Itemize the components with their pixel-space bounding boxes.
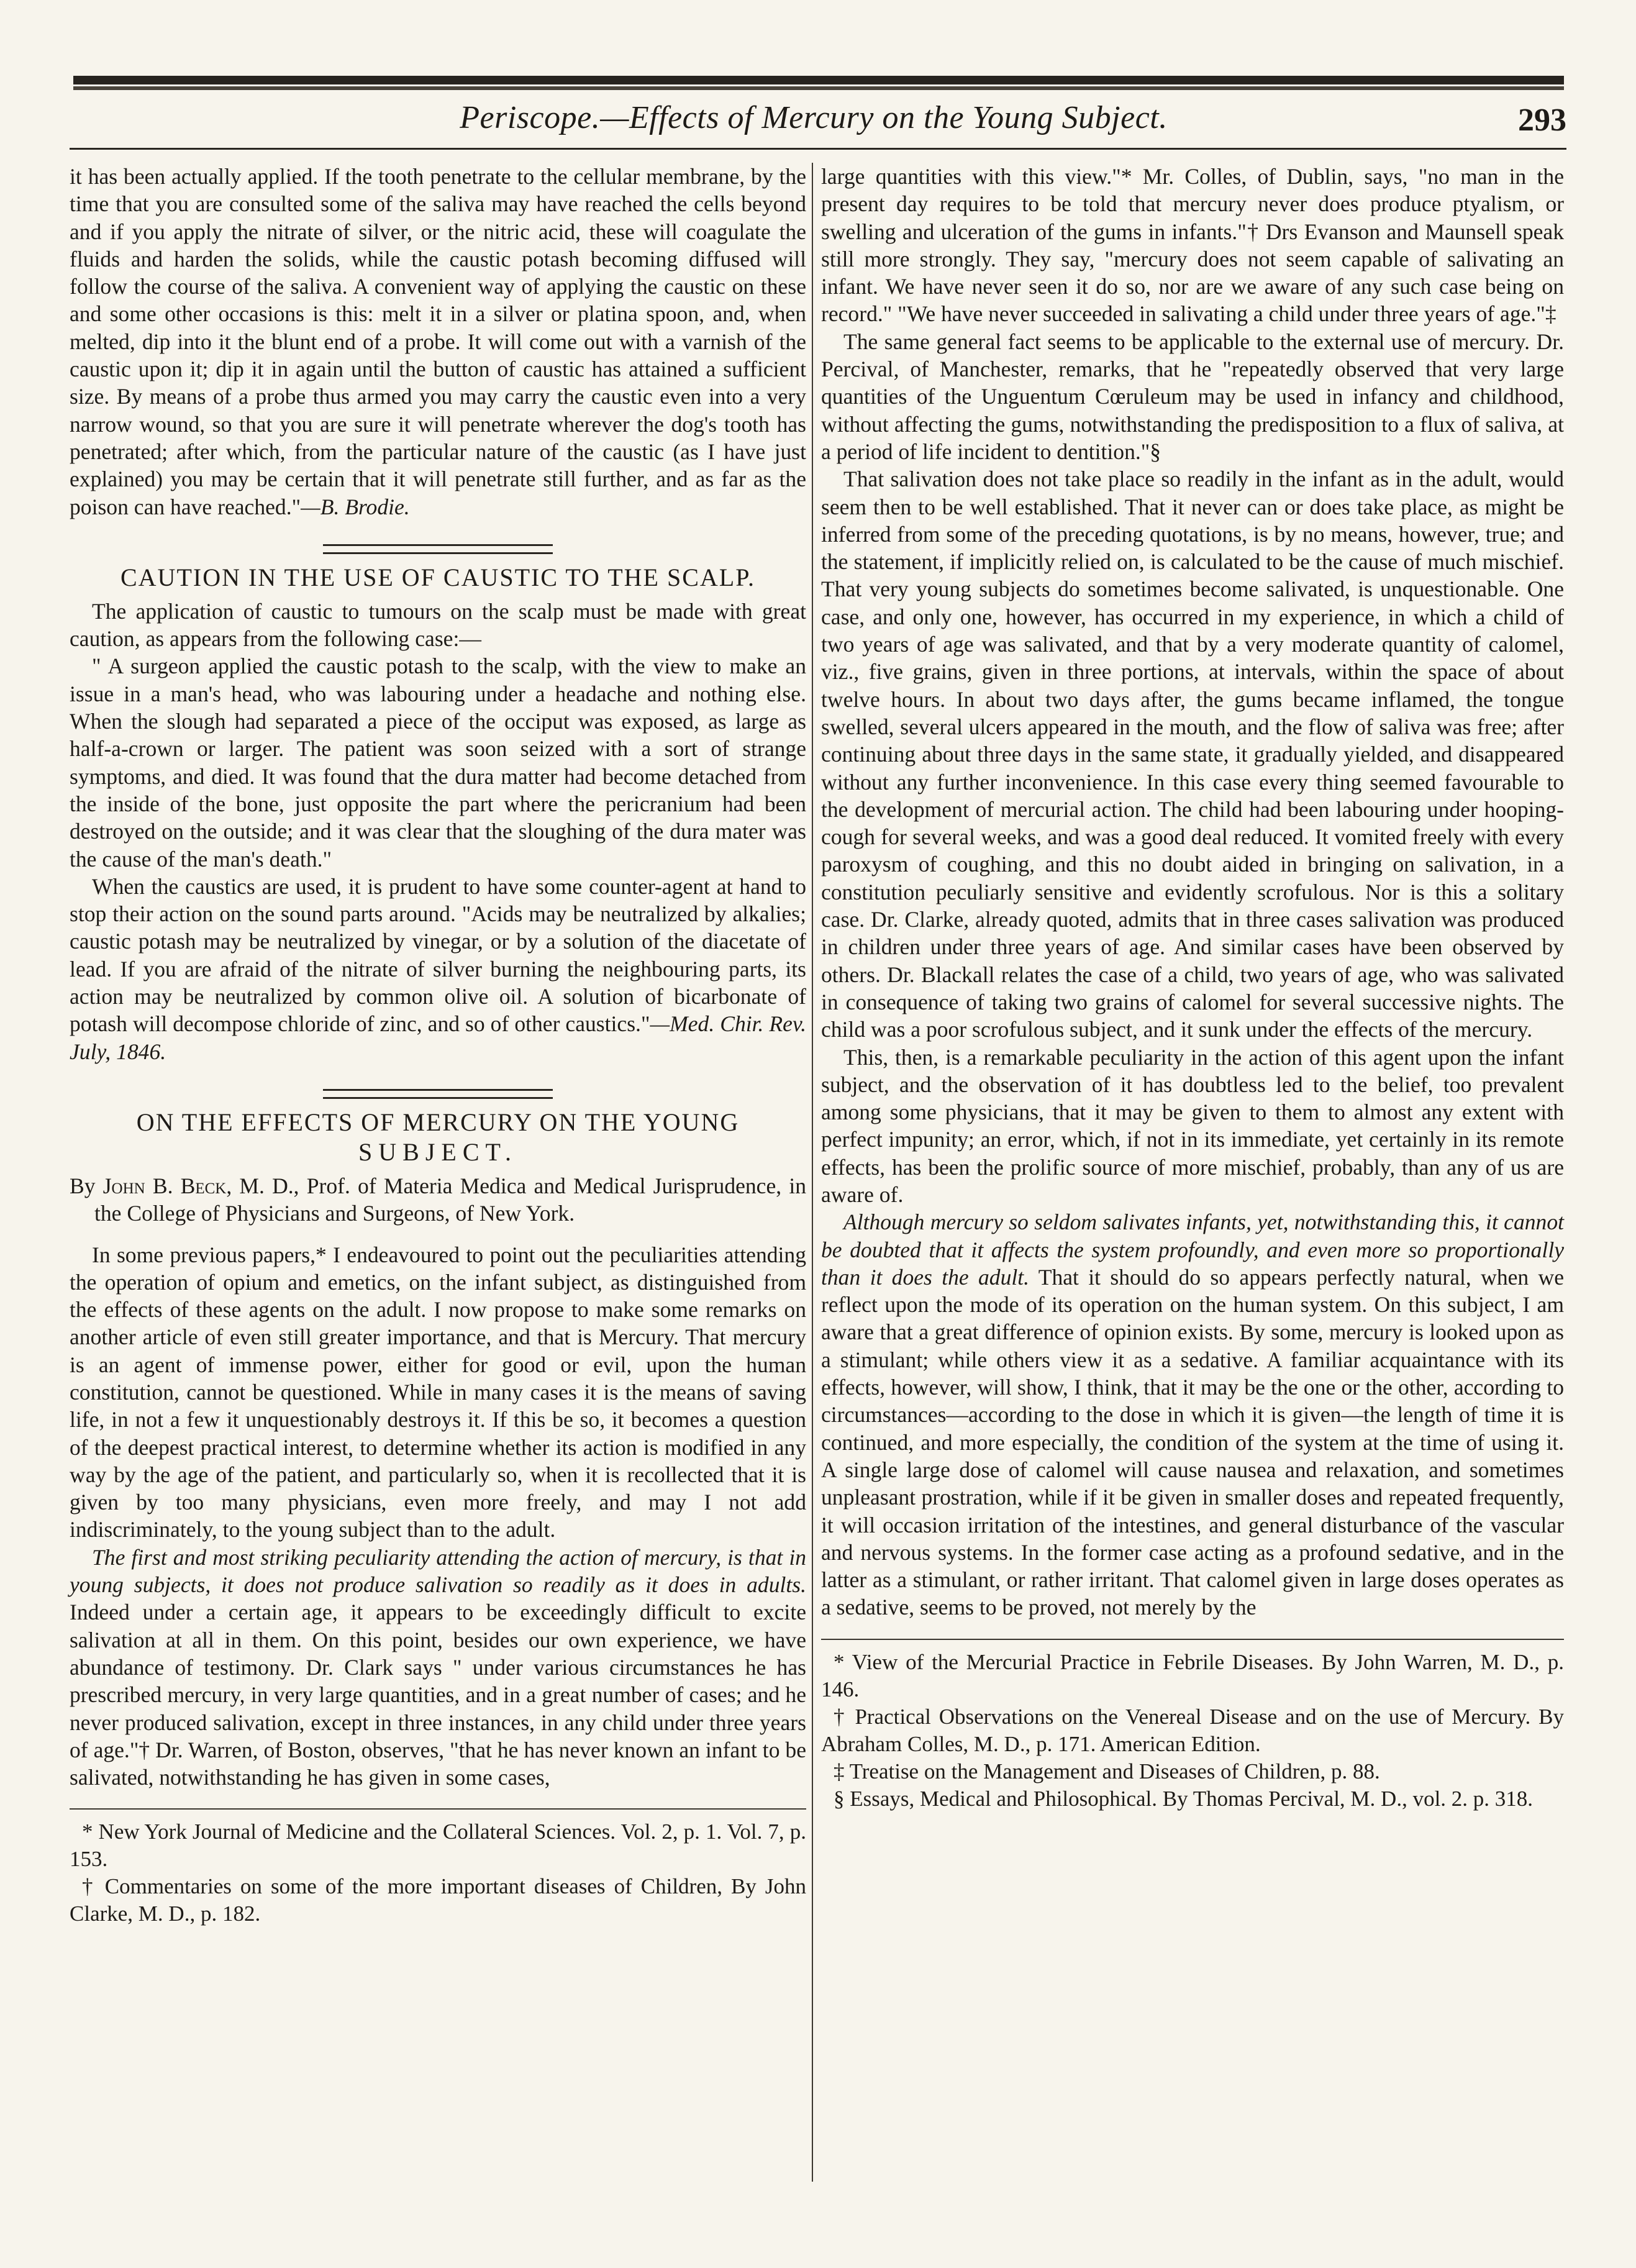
caution-paragraph-3-text: When the caustics are used, it is prudent to have some counter-agent at hand to stop their action on the sound parts around. "Acids may be neutralized by alkalies; caustic potash may be neutralized by vinegar, or by a solution of the diacetate of lead. If you are afraid of the nitrate of silver burning the neighbouring parts, its action may be neutralized by common olive oil. A solution of bicarbonate of potash will decompose chloride of zinc, and so of other caustics." bbox=[70, 873, 806, 1037]
intro-attribution: —B. Brodie. bbox=[301, 494, 410, 519]
caution-attribution: —Med. Chir. Rev. July, 1846. bbox=[70, 1011, 806, 1064]
mercury-paragraph-2 bbox=[70, 1544, 806, 1792]
mercury-paragraph-1: In some previous papers,* I endeavoured to point out the peculiarities attending the operation of opium and emetics, on the infant subject, as distinguished from the effects of these agents on the adult. I now propose to make some remarks on another article of even still greater importance, and that is Mercury. That mercury is an agent of immense power, either for good or evil, upon the human constitution, cannot be questioned. While in many cases it is the means of saving life, in not a few it unquestionably destroys it. If this be so, it becomes a question of the deepest practical interest, to determine whether its action is modified in any way by the age of the patient, and particularly so, when it is recollected that it is given by too many physicians, even more freely, and may I not add indiscriminately, to the young subject than to the adult. bbox=[70, 1242, 806, 1542]
section-divider bbox=[323, 544, 553, 554]
mercury-title-line-1: ON THE EFFECTS OF MERCURY ON THE YOUNG bbox=[136, 1108, 740, 1136]
page-number: 293 bbox=[1518, 102, 1566, 138]
mercury-section-title bbox=[70, 1108, 806, 1167]
right-paragraph-5 bbox=[821, 1208, 1564, 1621]
section-divider bbox=[323, 1089, 553, 1099]
caution-paragraph-2: " A surgeon applied the caustic potash to the scalp, with the view to make an issue in a man's head, who was labouring under a headache and nothing else. When the slough had separated a piece of the occiput was exposed, as large as half-a-crown or larger. The patient was soon seized with a sort of strange symptoms, and died. It was found that the dura matter had become detached from the inside of the bone, just opposite the part where the pericranium had been destroyed on the outside; and it was clear that the sloughing of the dura mater was the cause of the man's death." bbox=[70, 654, 806, 872]
footnote-rule bbox=[821, 1639, 1564, 1640]
right-paragraph-3: That salivation does not take place so readily in the infant as in the adult, would seem then to be well established. That it never can or does take place, as might be inferred from some of the preceding quotations, is by no means, however, true; and the statement, if implicitly relied on, is calculated to be the cause of much mischief. That very young subjects do sometimes become salivated, is unquestionable. One case, and only one, however, has occurred in my experience, in which a child of two years of age was salivated, and that by a very moderate quantity of calomel, viz., five grains, given in three portions, at intervals, within the space of about twelve hours. In about two days after, the gums became inflamed, the tongue swelled, several ulcers appeared in the mouth, and the flow of saliva was free; after continuing about three days in the same state, it gradually yielded, and disappeared without any further inconvenience. In this case every thing seemed favourable to the development of mercurial action. The child had been labouring under hooping-cough for several weeks, and was a good deal reduced. It vomited freely with every paroxysm of coughing, and this no doubt aided in bringing on salivation, in a constitution peculiarly sensitive and evidently scrofulous. Nor is this a solitary case. Dr. Clarke, already quoted, admits that in three cases salivation was produced in children under three years of age. And similar cases have been observed by others. Dr. Blackall relates the case of a child, two years of age, who was salivated in consequence of taking two grains of calomel for several successive nights. The child was a poor scrofulous subject, and it sunk under the effects of the mercury. bbox=[821, 467, 1564, 1042]
header-rule bbox=[70, 148, 1566, 150]
byline-prefix: By bbox=[70, 1173, 96, 1198]
footnote: * View of the Mercurial Practice in Febrile Diseases. By John Warren, M. D., p. 146. bbox=[821, 1649, 1564, 1701]
mercury-title-line-2: SUBJECT. bbox=[358, 1137, 517, 1166]
left-footnotes bbox=[70, 1818, 806, 1928]
right-column bbox=[821, 163, 1564, 1813]
footnote: ‡ Treatise on the Management and Diseases of Children, p. 88. bbox=[834, 1759, 1380, 1783]
author-name: John B. Beck bbox=[102, 1173, 227, 1198]
mercury-paragraph-2-italic: The first and most striking peculiarity attending the action of mercury, is that in young subjects, it does not produce salivation so readily as it does in adults. bbox=[70, 1544, 806, 1598]
left-column bbox=[70, 163, 806, 1928]
caution-paragraph-3 bbox=[70, 873, 806, 1065]
intro-text: it has been actually applied. If the tooth penetrate to the cellular membrane, by the time that you are consulted some of the saliva may have reached the cells beyond and if you apply the nitrate of silver, or the nitric acid, these will coagulate the fluids and harden the solids, while the caustic potash becoming diffused will follow the course of the saliva. A convenient way of applying the caustic on these and some other occasions is this: melt it in a silver or platina spoon, and, when melted, dip into it the blunt end of a probe. It will come out with a varnish of the caustic upon it; dip it in again until the button of caustic has attained a sufficient size. By means of a probe thus armed you may carry the caustic even into a very narrow wound, so that you are sure it will penetrate wherever the dog's tooth has penetrated; after which, from the particular nature of the caustic (as I have just explained) you may be certain that it will penetrate still further, and as far as the poison can have reached." bbox=[70, 164, 806, 519]
top-decorative-rule bbox=[73, 76, 1564, 86]
right-paragraph-4: This, then, is a remarkable peculiarity in the action of this agent upon the infant subject, and the observation of it has doubtless led to the belief, too prevalent among some physicians, that it may be given to them to almost any extent with perfect impunity; an error, which, if not in its immediate, yet certainly in its remote effects, has been the prolific source of more mischief, probably, than any of us are aware of. bbox=[821, 1044, 1564, 1207]
running-head: Periscope.—Effects of Mercury on the Young Subject. bbox=[460, 100, 1168, 135]
footnote: § Essays, Medical and Philosophical. By Thomas Percival, M. D., vol. 2. p. 318. bbox=[834, 1786, 1534, 1811]
right-paragraph-2: The same general fact seems to be applicable to the external use of mercury. Dr. Percival, of Manchester, remarks, that he "repeatedly observed that very large quantities of the Unguentum Cœruleum may be used in infancy and childhood, without affecting the gums, notwithstanding the predisposition to a flux of saliva, at a period of life incident to dentition."§ bbox=[821, 329, 1564, 464]
caution-section-title: CAUTION IN THE USE OF CAUSTIC TO THE SCALP. bbox=[120, 563, 755, 591]
footnote-rule bbox=[70, 1808, 806, 1810]
right-footnotes bbox=[821, 1649, 1564, 1813]
right-paragraph-5-text: That it should do so appears perfectly natural, when we reflect upon the mode of its operation on the human system. On this subject, I am aware that a great difference of opinion exists. By some, mercury is looked upon as a stimulant; while others view it as a sedative. A familiar acquaintance with its effects, however, will show, I think, that it may be the one or the other, according to circumstances—according to the dose in which it is given—the length of time it is continued, and more especially, the condition of the system at the time of using it. A single large dose of calomel will cause nausea and relaxation, and sometimes unpleasant prostration, while if it be given in smaller doses and repeated frequently, it will occasion irritation of the intestines, and general disturbance of the vascular and nervous systems. In the former case acting as a profound sedative, and in the latter as a stimulant, or rather irritant. That calomel given in large doses operates as a sedative, seems to be proved, not merely by the bbox=[821, 1264, 1565, 1620]
right-paragraph-1: large quantities with this view."* Mr. Colles, of Dublin, says, "no man in the present day requires to be told that mercury never does produce ptyalism, or swelling and ulceration of the gums in infants."† Drs Evanson and Maunsell speak still more strongly. They say, "mercury does not seem capable of salivating an infant. We have never seen it do so, nor are we aware of any such case being on record." "We have never succeeded in salivating a child under three years of age."‡ bbox=[821, 164, 1564, 327]
footnote: * New York Journal of Medicine and the Collateral Sciences. Vol. 2, p. 1. Vol. 7, p. 153. bbox=[70, 1819, 806, 1872]
right-paragraph-5-italic: Although mercury so seldom salivates infants, yet, notwithstanding this, it cannot be doubted that it affects the system profoundly, and even more so proportionally than it does the adult. bbox=[821, 1209, 1564, 1290]
caution-paragraph-1: The application of caustic to tumours on the scalp must be made with great caution, as appears from the following case:— bbox=[70, 598, 806, 652]
footnote: † Commentaries on some of the more important diseases of Children, By John Clarke, M. D., p. 182. bbox=[70, 1874, 806, 1926]
footnote: † Practical Observations on the Venereal Disease and on the use of Mercury. By Abraham Colles, M. D., p. 171. American Edition. bbox=[821, 1704, 1564, 1756]
column-divider bbox=[812, 163, 813, 2182]
author-byline bbox=[70, 1172, 806, 1227]
mercury-paragraph-2-text: Indeed under a certain age, it appears to be exceedingly difficult to excite salivation at all in them. On this point, besides our own experience, we have abundance of testimony. Dr. Clark says " under various circumstances he has prescribed mercury, in very large quantities, and in a great number of cases; and he never produced salivation, except in three instances, in any child under three years of age."† Dr. Warren, of Boston, observes, "that he has never known an infant to be salivated, notwithstanding he has given in some cases, bbox=[70, 1600, 806, 1790]
intro-paragraph bbox=[70, 163, 806, 521]
author-credentials: , M. D., Prof. of Materia Medica and Medical Jurisprudence, in the College of Physicians and Surgeons, of New York. bbox=[94, 1173, 806, 1226]
